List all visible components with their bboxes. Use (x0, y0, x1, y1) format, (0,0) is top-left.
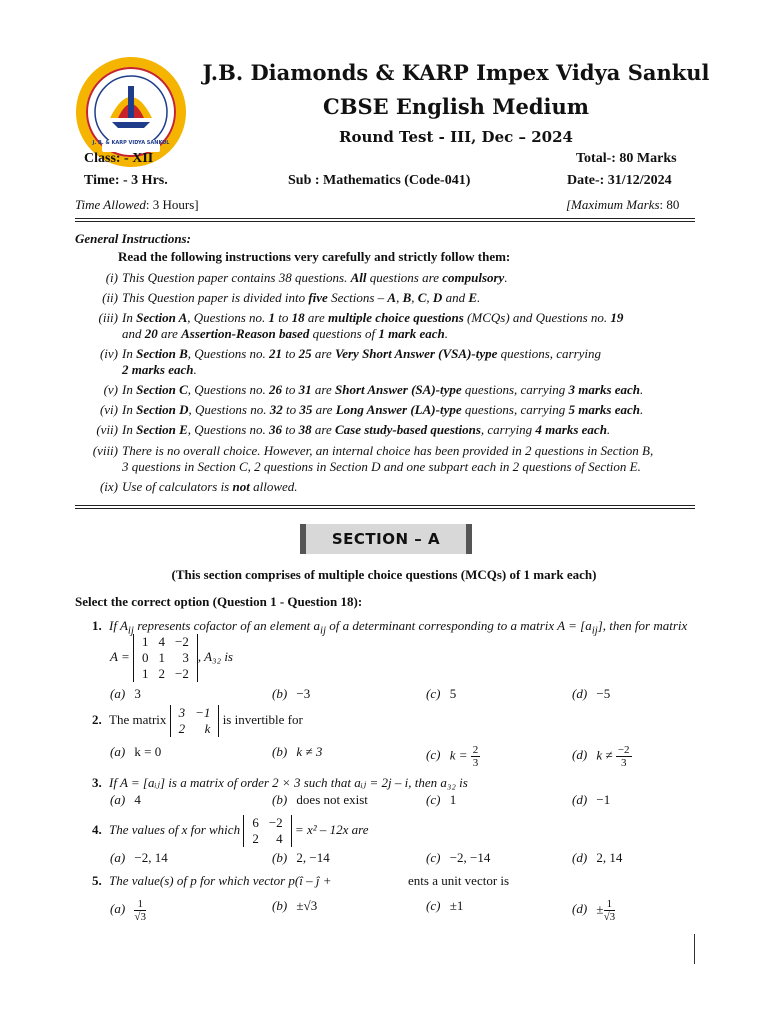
instruction-number: (vi) (99, 402, 118, 417)
instruction-number: (ix) (99, 479, 118, 494)
matrix-cell: −2 (174, 634, 189, 649)
matrix-cell: 4 (158, 634, 165, 649)
option-d: (d) 2, 14 (572, 850, 623, 865)
instruction-text: This Question paper is divided into five Sections – A, B, C, D and E. (122, 290, 481, 305)
instructions-title: General Instructions: (75, 231, 191, 246)
instruction-item (99, 402, 696, 418)
section-a-banner (292, 524, 476, 554)
instruction-text: In Section B, Questions no. 21 to 25 are Very Short Answer (VSA)-type questions, carrying 2 marks each. (122, 346, 602, 377)
option-c: (c) ±1 (426, 898, 464, 913)
option-b: (b) 2, −14 (272, 850, 330, 865)
instruction-item (96, 422, 696, 438)
school-name: J.B. Diamonds & KARP Impex Vidya Sankul (202, 60, 710, 85)
option-c: (c) −2, −14 (426, 850, 491, 865)
option-a: (a) −2, 14 (110, 850, 168, 865)
instruction-number: (iii) (98, 310, 118, 325)
matrix-cell: 1 (141, 634, 149, 649)
question-3: 3. If A = [aᵢⱼ] is a matrix of order 2 × 3 such that aᵢⱼ = 2j – i, then a₃₂ is (92, 775, 468, 790)
matrix-cell: 1 (141, 666, 149, 681)
matrix-cell: 3 (178, 705, 186, 720)
instruction-item (102, 290, 696, 306)
instruction-number: (i) (105, 270, 118, 285)
instruction-item (92, 443, 696, 475)
option-d: (d) ± $\frac{1}{√3}$ (572, 898, 616, 923)
instruction-item (105, 270, 696, 286)
matrix-cell: 2 (178, 721, 186, 736)
matrix-cell: 4 (276, 831, 283, 846)
medium-title: CBSE English Medium (322, 94, 590, 119)
question-1: 1. If $A_{ij}$ represents cofactor of an element $a_{ij}$ of a determinant corresponding to a matrix $A = [a_{ij}]$, then for matrix (92, 618, 688, 637)
total-marks: Total-: 80 Marks (576, 151, 677, 166)
matrix-cell: −2 (268, 815, 283, 830)
option-d: (d) −5 (572, 686, 611, 701)
matrix-cell: −2 (174, 666, 189, 681)
divider-mid (75, 505, 695, 506)
matrix-cell: 2 (252, 831, 259, 846)
class-label: Class: - XII (84, 151, 154, 166)
instruction-number: (vii) (96, 422, 118, 437)
option-d: (d) k ≠ $\frac{-2}{3}$ (572, 744, 630, 769)
instruction-text: There is no overall choice. However, an internal choice has been provided in 2 questions in Section B, 3 questions in Section C, 2 questions in Section D and one subpart each in 2 questions of Section E. (122, 443, 654, 474)
option-d: (d) −1 (572, 792, 611, 807)
option-b: (b) k ≠ 3 (272, 744, 323, 759)
question-4: 4. The values of x for which 6 −2 2 4 = x² – 12x are (92, 815, 369, 846)
fraction: $\frac{-2}{3}$ (617, 744, 630, 769)
instruction-text: This Question paper contains 38 questions. All questions are compulsory. (122, 270, 508, 285)
instruction-item (99, 346, 696, 378)
instruction-item (99, 479, 696, 495)
logo-caption: J. B. & KARP VIDYA SANKUL (92, 140, 170, 146)
matrix-cell: 6 (252, 815, 259, 830)
option-a: (a) 4 (110, 792, 141, 807)
maximum-marks: [Maximum Marks: 80 (566, 197, 680, 212)
instruction-item (103, 382, 696, 398)
instruction-number: (viii) (92, 443, 118, 458)
option-a: (a) $\frac{1}{√3}$ (110, 898, 146, 923)
time-allowed: Time Allowed: 3 Hours] (75, 197, 199, 212)
section-description: (This section comprises of multiple choice questions (MCQs) of 1 mark each) (171, 567, 597, 582)
instruction-text: Use of calculators is not allowed. (122, 479, 298, 494)
select-instruction: Select the correct option (Question 1 - Question 18): (75, 594, 363, 609)
instruction-text: In Section C, Questions no. 26 to 31 are Short Answer (SA)-type questions, carrying 3 marks each. (122, 382, 644, 397)
fraction: $\frac{2}{3}$ (472, 744, 479, 769)
option-a: (a) k = 0 (110, 744, 162, 759)
instruction-text: In Section A, Questions no. 1 to 18 are multiple choice questions (MCQs) and Questions no. 19 and 20 are Assertion-Reason based questions of 1 mark each. (122, 310, 624, 341)
margin-line (694, 934, 695, 964)
instruction-number: (iv) (99, 346, 118, 361)
instruction-number: (ii) (102, 290, 118, 305)
instruction-number: (v) (103, 382, 118, 397)
question-1-matrix: A = 1 4 −2 0 1 3 1 2 −2 , A₃₂ is (110, 634, 233, 681)
subject-label: Sub : Mathematics (Code-041) (288, 173, 471, 188)
matrix-cell: 2 (158, 666, 165, 681)
instruction-item (98, 310, 696, 342)
matrix-cell: 1 (158, 650, 165, 665)
divider-top-2 (75, 221, 695, 222)
option-c: (c) k = $\frac{2}{3}$ (426, 744, 479, 769)
option-b: (b) −3 (272, 686, 311, 701)
option-a: (a) 3 (110, 686, 141, 701)
matrix-cell: 3 (182, 650, 189, 665)
divider-top (75, 218, 695, 219)
instruction-text: In Section D, Questions no. 32 to 35 are Long Answer (LA)-type questions, carrying 5 marks each. (122, 402, 644, 417)
matrix-cell: −1 (195, 705, 211, 720)
option-c: (c) 5 (426, 686, 457, 701)
question-5: 5. The value(s) of p for which vector p(î – ĵ + (92, 873, 332, 888)
section-a-title: SECTION – A (300, 524, 472, 554)
instructions-lead: Read the following instructions very carefully and strictly follow them: (118, 249, 511, 264)
option-b: (b) does not exist (272, 792, 368, 807)
instruction-text: In Section E, Questions no. 36 to 38 are Case study-based questions, carrying 4 marks each. (122, 422, 611, 437)
fraction: $\frac{1}{√3}$ (603, 898, 616, 923)
matrix-cell: k (204, 721, 211, 736)
question-5-continuation: ents a unit vector is (408, 873, 510, 888)
option-b: (b) ±√3 (272, 898, 318, 913)
option-c: (c) 1 (426, 792, 457, 807)
question-2: 2. The matrix 3 −1 2 k is invertible for (92, 705, 303, 736)
test-title: Round Test - III, Dec – 2024 (339, 128, 573, 146)
matrix-cell: 0 (141, 650, 149, 665)
exam-date: Date-: 31/12/2024 (567, 173, 672, 188)
fraction: $\frac{1}{√3}$ (134, 898, 146, 923)
divider-mid-2 (75, 508, 695, 509)
time-label: Time: - 3 Hrs. (84, 173, 168, 188)
